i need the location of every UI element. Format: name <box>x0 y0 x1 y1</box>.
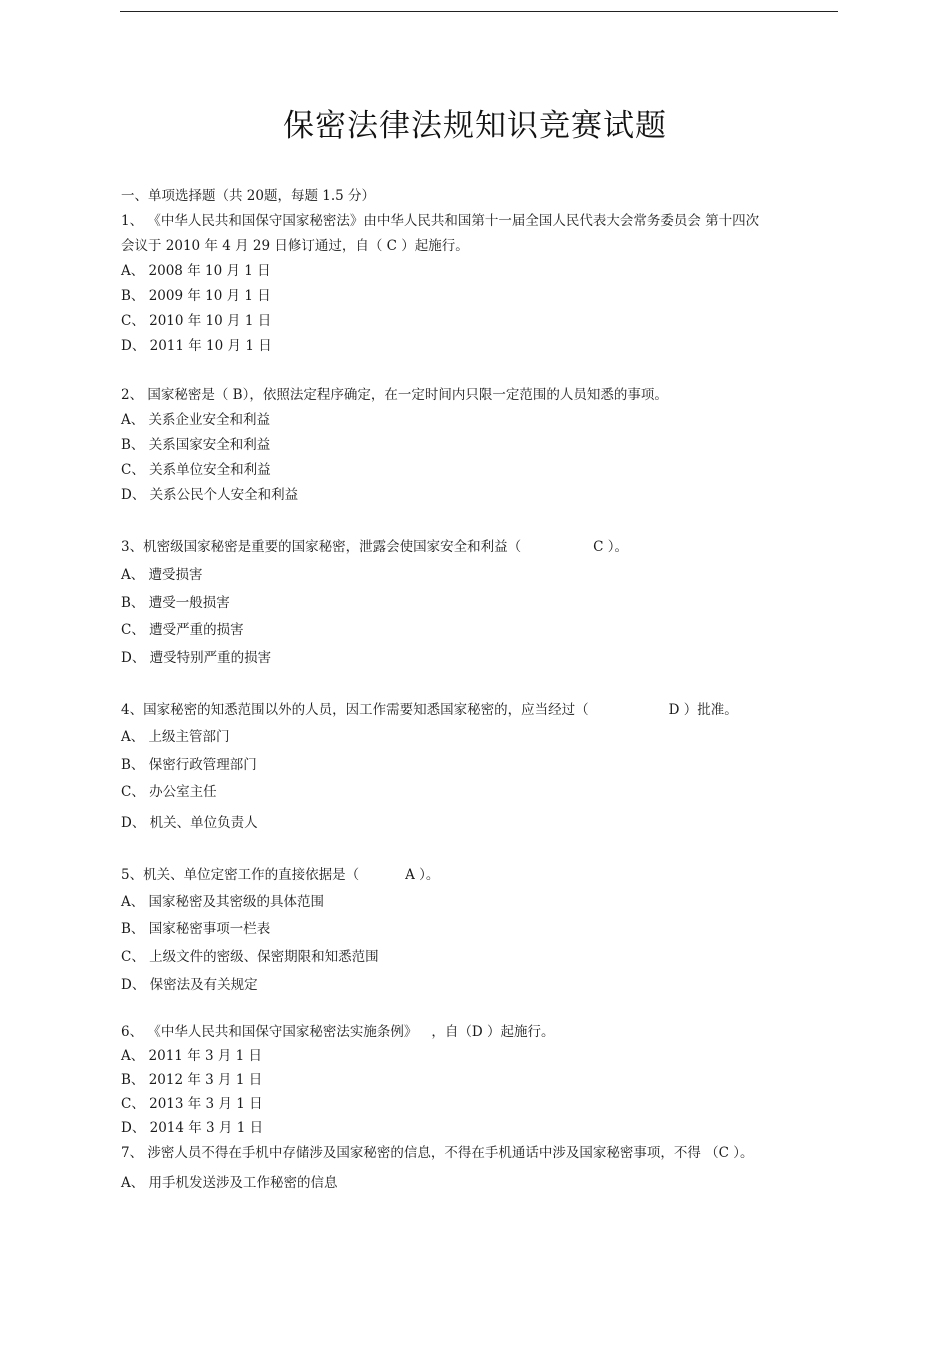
question-3-option-b: B、 遭受一般损害 <box>121 595 230 611</box>
question-1-line-1: 1、 《中华人民共和国保守国家秘密法》由中华人民共和国第十一届全国人民代表大会常务委员会 第十四次 <box>121 213 760 229</box>
question-3-answer: C ）。 <box>593 539 628 555</box>
question-5-option-d: D、 保密法及有关规定 <box>121 977 258 993</box>
question-6-option-c: C、 2013 年 3 月 1 日 <box>121 1096 263 1112</box>
question-3-text <box>121 538 628 556</box>
question-6-option-a: A、 2011 年 3 月 1 日 <box>121 1048 263 1064</box>
question-3-option-d: D、 遭受特别严重的损害 <box>121 650 272 666</box>
question-4-text <box>121 701 738 719</box>
header-rule <box>120 11 838 12</box>
question-1-line-2: 会议于 2010 年 4 月 29 日修订通过，自（ C ）起施行。 <box>121 238 469 254</box>
question-3-stem: 3、机密级国家秘密是重要的国家秘密，泄露会使国家安全和利益（ <box>121 539 522 555</box>
question-5-stem: 5、机关、单位定密工作的直接依据是（ <box>121 867 360 883</box>
question-2-option-a: A、 关系企业安全和利益 <box>121 412 271 428</box>
question-5-option-c: C、 上级文件的密级、保密期限和知悉范围 <box>121 949 379 965</box>
question-7-option-a: A、 用手机发送涉及工作秘密的信息 <box>121 1175 338 1191</box>
question-6-stem: 6、 《中华人民共和国保守国家秘密法实施条例》 <box>121 1024 418 1040</box>
question-1-option-c: C、 2010 年 10 月 1 日 <box>121 313 272 329</box>
question-4-option-b: B、 保密行政管理部门 <box>121 757 257 773</box>
question-5-option-b: B、 国家秘密事项一栏表 <box>121 921 271 937</box>
question-6-answer: ，自（D ）起施行。 <box>431 1024 555 1040</box>
question-3-option-c: C、 遭受严重的损害 <box>121 622 244 638</box>
document-title: 保密法律法规知识竞赛试题 <box>283 108 667 144</box>
question-6-option-d: D、 2014 年 3 月 1 日 <box>121 1120 264 1136</box>
question-2-text: 2、 国家秘密是（ B），依照法定程序确定，在一定时间内只限一定范围的人员知悉的事项。 <box>121 387 668 403</box>
question-7-text: 7、 涉密人员不得在手机中存储涉及国家秘密的信息，不得在手机通话中涉及国家秘密事项，不得 （C ）。 <box>121 1145 754 1161</box>
question-1-option-a: A、 2008 年 10 月 1 日 <box>121 263 271 279</box>
question-5-answer: A ）。 <box>405 867 440 883</box>
question-4-option-a: A、 上级主管部门 <box>121 729 230 745</box>
question-6-option-b: B、 2012 年 3 月 1 日 <box>121 1072 263 1088</box>
question-4-option-c: C、 办公室主任 <box>121 784 217 800</box>
question-5-option-a: A、 国家秘密及其密级的具体范围 <box>121 894 325 910</box>
section-heading: 一、单项选择题（共 20题，每题 1.5 分） <box>121 188 376 204</box>
question-1-option-d: D、 2011 年 10 月 1 日 <box>121 338 272 354</box>
question-6-text <box>121 1023 555 1041</box>
question-4-stem: 4、国家秘密的知悉范围以外的人员，因工作需要知悉国家秘密的，应当经过（ <box>121 702 589 718</box>
question-3-option-a: A、 遭受损害 <box>121 567 203 583</box>
question-1-option-b: B、 2009 年 10 月 1 日 <box>121 288 271 304</box>
question-2-option-d: D、 关系公民个人安全和利益 <box>121 487 299 503</box>
question-5-text <box>121 866 439 884</box>
question-2-option-c: C、 关系单位安全和利益 <box>121 462 271 478</box>
question-4-answer: D ）批准。 <box>668 702 738 718</box>
question-4-option-d: D、 机关、单位负责人 <box>121 815 258 831</box>
question-2-option-b: B、 关系国家安全和利益 <box>121 437 271 453</box>
